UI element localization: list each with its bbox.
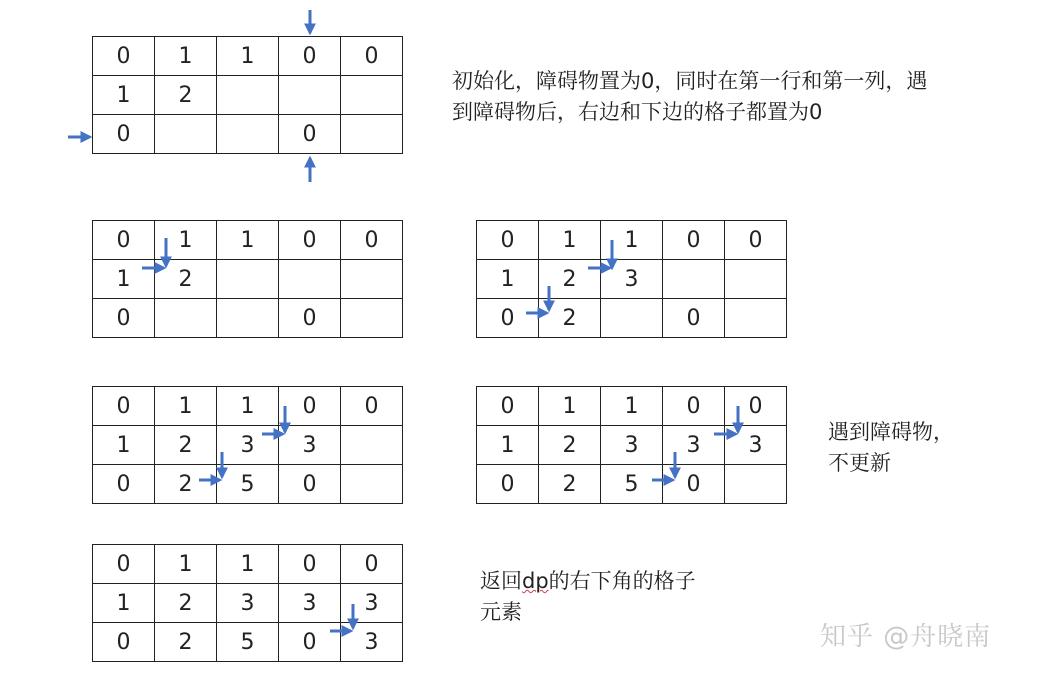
grid-cell <box>217 260 279 299</box>
grid-cell: 5 <box>217 465 279 504</box>
watermark: 知乎 @舟晓南 <box>820 622 992 652</box>
grid-row <box>93 299 403 338</box>
grid-cell: 3 <box>217 584 279 623</box>
grid-row <box>93 260 403 299</box>
grid-final <box>92 544 403 662</box>
grid-cell: 0 <box>477 465 539 504</box>
grid-cell: 1 <box>93 584 155 623</box>
grid-cell: 1 <box>155 545 217 584</box>
grid-row <box>93 37 403 76</box>
grid-cell <box>279 76 341 115</box>
grid-cell: 2 <box>155 260 217 299</box>
grid-row <box>477 387 787 426</box>
grid-cell: 0 <box>279 115 341 154</box>
grid-cell: 0 <box>279 299 341 338</box>
grid-row <box>477 260 787 299</box>
grid-cell <box>341 115 403 154</box>
grid-row <box>93 387 403 426</box>
grid-cell <box>155 299 217 338</box>
grid-cell: 1 <box>477 426 539 465</box>
grid-cell: 0 <box>93 221 155 260</box>
grid-cell <box>341 426 403 465</box>
return-note <box>480 566 696 628</box>
grid-cell: 0 <box>93 545 155 584</box>
obstacle-note <box>828 417 954 479</box>
grid-row <box>93 623 403 662</box>
grid-cell: 1 <box>539 387 601 426</box>
grid-row <box>477 221 787 260</box>
grid-cell: 0 <box>93 623 155 662</box>
grid-cell <box>341 76 403 115</box>
grid-cell: 1 <box>217 221 279 260</box>
grid-cell: 2 <box>539 260 601 299</box>
grid-cell: 0 <box>341 221 403 260</box>
return-note-dp: dp <box>522 569 549 593</box>
grid-row <box>93 426 403 465</box>
grid-cell: 1 <box>217 37 279 76</box>
grid-row <box>93 545 403 584</box>
grid-cell: 2 <box>539 426 601 465</box>
grid-cell: 1 <box>217 387 279 426</box>
grid-cell: 2 <box>155 426 217 465</box>
grid-cell <box>725 299 787 338</box>
grid-cell: 0 <box>93 465 155 504</box>
grid-cell: 0 <box>341 545 403 584</box>
return-note-pre: 返回 <box>480 569 522 593</box>
grid-step-3 <box>92 386 403 504</box>
grid-cell: 2 <box>155 584 217 623</box>
grid-row <box>93 115 403 154</box>
grid-cell: 2 <box>539 465 601 504</box>
grid-cell <box>341 299 403 338</box>
grid-cell: 0 <box>477 221 539 260</box>
grid-cell <box>725 260 787 299</box>
grid-cell <box>217 299 279 338</box>
grid-cell: 0 <box>663 221 725 260</box>
grid-step-1 <box>92 220 403 338</box>
grid-initial <box>92 36 403 154</box>
grid-cell: 1 <box>539 221 601 260</box>
grid-cell: 1 <box>93 76 155 115</box>
grid-row <box>93 465 403 504</box>
grid-cell <box>155 115 217 154</box>
grid-cell: 0 <box>725 221 787 260</box>
grid-cell: 0 <box>93 299 155 338</box>
grid-step-4 <box>476 386 787 504</box>
init-note <box>452 66 927 128</box>
grid-cell <box>279 260 341 299</box>
grid-row <box>93 221 403 260</box>
init-note-line-1: 初始化，障碍物置为0，同时在第一行和第一列，遇 <box>452 69 928 93</box>
return-note-line-2: 元素 <box>480 600 522 624</box>
grid-cell <box>217 76 279 115</box>
grid-row <box>93 76 403 115</box>
grid-cell: 5 <box>601 465 663 504</box>
grid-cell: 0 <box>93 387 155 426</box>
grid-cell: 2 <box>539 299 601 338</box>
return-note-post: 的右下角的格子 <box>548 569 696 593</box>
grid-row <box>93 584 403 623</box>
grid-cell: 0 <box>477 299 539 338</box>
grid-row <box>477 299 787 338</box>
obstacle-note-line-2: 不更新 <box>828 451 891 475</box>
grid-cell: 3 <box>725 426 787 465</box>
grid-cell: 0 <box>477 387 539 426</box>
grid-cell <box>341 260 403 299</box>
grid-cell: 1 <box>601 221 663 260</box>
grid-step-2 <box>476 220 787 338</box>
grid-cell: 1 <box>93 426 155 465</box>
grid-cell: 1 <box>477 260 539 299</box>
return-note-line-1 <box>480 566 696 597</box>
grid-cell: 0 <box>279 221 341 260</box>
grid-cell: 2 <box>155 76 217 115</box>
grid-cell: 0 <box>279 37 341 76</box>
grid-cell: 0 <box>279 545 341 584</box>
grid-cell: 0 <box>663 299 725 338</box>
grid-cell <box>601 299 663 338</box>
grid-row <box>477 465 787 504</box>
grid-cell: 1 <box>155 37 217 76</box>
init-note-line-2: 到障碍物后，右边和下边的格子都置为0 <box>452 100 823 124</box>
grid-cell: 3 <box>279 426 341 465</box>
grid-cell: 0 <box>341 37 403 76</box>
grid-cell: 0 <box>279 387 341 426</box>
grid-cell: 3 <box>601 260 663 299</box>
grid-cell: 3 <box>341 623 403 662</box>
grid-cell: 1 <box>217 545 279 584</box>
grid-cell <box>725 465 787 504</box>
grid-cell: 0 <box>725 387 787 426</box>
grid-cell: 0 <box>341 387 403 426</box>
grid-cell <box>663 260 725 299</box>
grid-cell <box>217 115 279 154</box>
grid-cell: 3 <box>341 584 403 623</box>
grid-cell: 0 <box>663 465 725 504</box>
grid-cell <box>341 465 403 504</box>
grid-cell: 0 <box>663 387 725 426</box>
grid-cell: 0 <box>93 115 155 154</box>
grid-row <box>477 426 787 465</box>
obstacle-note-line-1: 遇到障碍物， <box>828 420 954 444</box>
grid-cell: 2 <box>155 465 217 504</box>
grid-cell: 0 <box>279 623 341 662</box>
grid-cell: 1 <box>93 260 155 299</box>
grid-cell: 3 <box>279 584 341 623</box>
grid-cell: 3 <box>601 426 663 465</box>
grid-cell: 0 <box>279 465 341 504</box>
grid-cell: 1 <box>601 387 663 426</box>
grid-cell: 1 <box>155 221 217 260</box>
grid-cell: 2 <box>155 623 217 662</box>
grid-cell: 3 <box>663 426 725 465</box>
grid-cell: 0 <box>93 37 155 76</box>
grid-cell: 1 <box>155 387 217 426</box>
grid-cell: 5 <box>217 623 279 662</box>
grid-cell: 3 <box>217 426 279 465</box>
